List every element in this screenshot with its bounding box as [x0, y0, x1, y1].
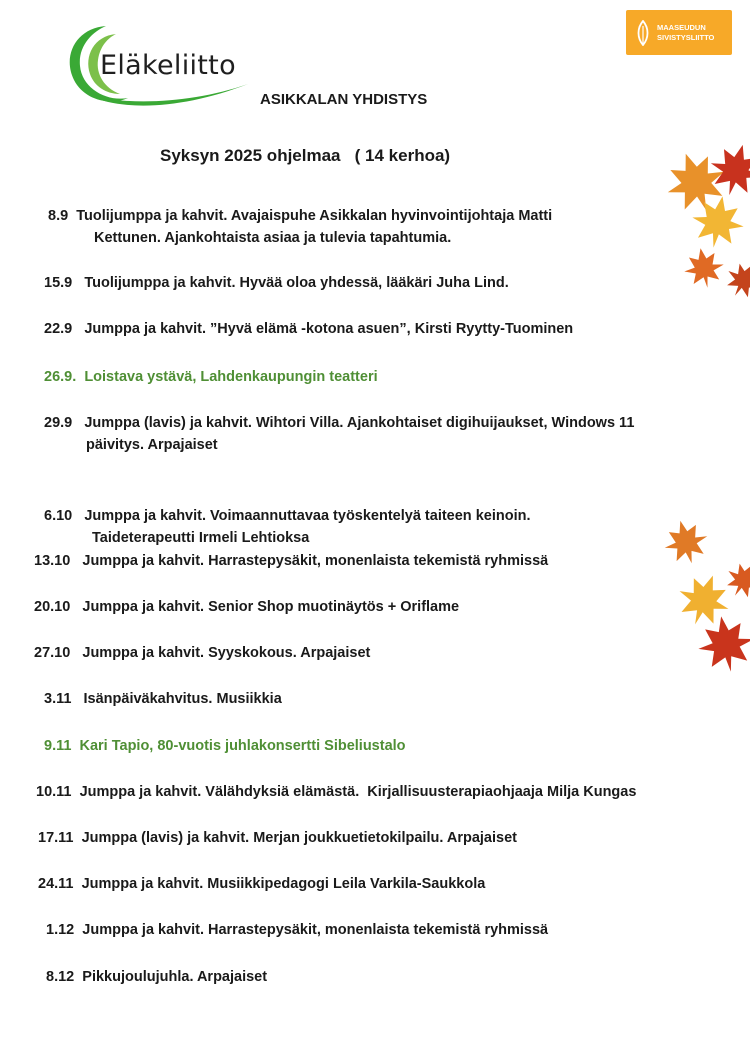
- event-item: [46, 919, 548, 941]
- event-text: Jumppa ja kahvit. Syyskokous. Arpajaiset: [82, 645, 371, 661]
- event-text: Loistava ystävä, Lahdenkaupungin teatteri: [84, 369, 378, 385]
- leaf-icon: [635, 20, 651, 46]
- maple-leaves-mid-right-icon: [660, 516, 750, 682]
- maple-leaves-top-right-icon: [648, 140, 750, 300]
- elakeliitto-logo: [66, 22, 256, 106]
- badge-text: [657, 23, 714, 43]
- badge-line1: MAASEUDUN: [657, 22, 706, 32]
- event-item: [34, 596, 459, 618]
- event-date: 15.9: [44, 275, 73, 291]
- event-text: Jumppa ja kahvit. Harrastepysäkit, monenlaista tekemistä ryhmissä: [82, 922, 549, 938]
- event-text: Jumppa ja kahvit. Voimaannuttavaa työskentelyä taiteen keinoin.: [84, 508, 531, 524]
- event-text: Jumppa (lavis) ja kahvit. Wihtori Villa. Ajankohtaiset digihuijaukset, Windows 11: [84, 415, 635, 431]
- event-text: Jumppa ja kahvit. Harrastepysäkit, monenlaista tekemistä ryhmissä: [82, 553, 549, 569]
- logo-name: Eläkeliitto: [100, 50, 236, 81]
- event-item: [44, 272, 509, 294]
- badge-line2: SIVISTYSLIITTO: [657, 32, 715, 42]
- event-date: 26.9.: [44, 369, 77, 385]
- event-text: Kari Tapio, 80-vuotis juhlakonsertti Sibeliustalo: [79, 738, 406, 754]
- event-item: [36, 781, 636, 803]
- event-item: [44, 412, 634, 456]
- event-date: 13.10: [34, 553, 71, 569]
- program-title: Syksyn 2025 ohjelmaa ( 14 kerhoa): [160, 146, 451, 165]
- event-date: 27.10: [34, 645, 71, 661]
- event-date: 29.9: [44, 415, 73, 431]
- event-text: Jumppa (lavis) ja kahvit. Merjan joukkuetietokilpailu. Arpajaiset: [81, 830, 517, 846]
- event-text: Jumppa ja kahvit. Musiikkipedagogi Leila Varkila-Saukkola: [81, 876, 486, 892]
- event-text: Jumppa ja kahvit. Senior Shop muotinäytös + Oriflame: [82, 599, 460, 615]
- event-text: Tuolijumppa ja kahvit. Hyvää oloa yhdessä, lääkäri Juha Lind.: [84, 275, 509, 291]
- event-date: 8.9: [48, 208, 69, 224]
- event-item: [44, 688, 282, 710]
- event-item-highlight: [44, 366, 378, 388]
- event-date: 10.11: [36, 784, 72, 800]
- maaseudun-sivistysliitto-badge: [626, 10, 732, 55]
- event-text-continued: päivitys. Arpajaiset: [86, 437, 218, 453]
- event-date: 9.11: [44, 738, 72, 754]
- event-date: 24.11: [38, 876, 74, 892]
- event-item-highlight: [44, 735, 406, 757]
- event-date: 3.11: [44, 691, 72, 707]
- event-date: 8.12: [46, 969, 75, 985]
- event-text: Pikkujoulujuhla. Arpajaiset: [82, 969, 268, 985]
- event-date: 20.10: [34, 599, 71, 615]
- event-item: [38, 827, 517, 849]
- event-text: Jumppa ja kahvit. Välähdyksiä elämästä. Kirjallisuusterapiaohjaaja Milja Kungas: [79, 784, 637, 800]
- event-item: [34, 550, 548, 572]
- event-item: [48, 205, 552, 249]
- event-text: Tuolijumppa ja kahvit. Avajaispuhe Asikkalan hyvinvointijohtaja Matti: [76, 208, 553, 224]
- event-date: 22.9: [44, 321, 73, 337]
- event-text-continued: Kettunen. Ajankohtaista asiaa ja tulevia tapahtumia.: [94, 230, 452, 246]
- event-text: Jumppa ja kahvit. ”Hyvä elämä -kotona asuen”, Kirsti Ryytty-Tuominen: [84, 321, 574, 337]
- event-item: [46, 966, 267, 988]
- event-date: 1.12: [46, 922, 75, 938]
- org-name: ASIKKALAN YHDISTYS: [260, 91, 428, 108]
- event-item: [44, 505, 530, 549]
- event-text: Isänpäiväkahvitus. Musiikkia: [83, 691, 282, 707]
- event-date: 6.10: [44, 508, 73, 524]
- event-date: 17.11: [38, 830, 74, 846]
- event-item: [34, 642, 370, 664]
- event-item: [44, 318, 573, 340]
- event-item: [38, 873, 485, 895]
- event-text-continued: Taideterapeutti Irmeli Lehtioksa: [92, 530, 310, 546]
